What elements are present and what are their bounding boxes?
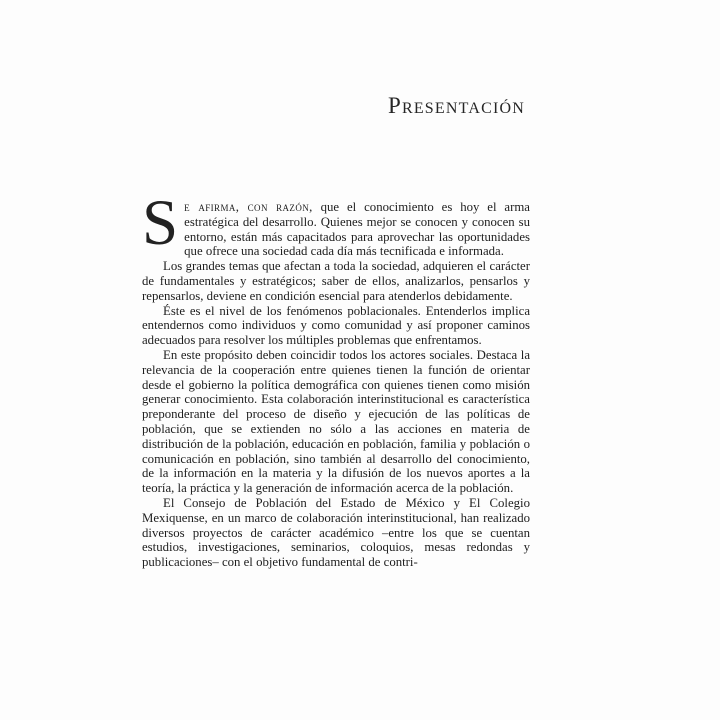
paragraph-3: Éste es el nivel de los fenómenos poblacionales. Entenderlos implica entendernos como individuos y como comunidad y así proponer caminos adecuados para resolver los múltiples problemas que enfrentamos. xyxy=(142,303,530,348)
paragraph-4: En este propósito deben coincidir todos los actores sociales. Destaca la relevancia de la cooperación entre quienes tienen la función de orientar desde el gobierno la política demográfica con quienes tienen como misión generar conocimiento. Esta colaboración interinstitucional es característica preponderante del proceso de diseño y ejecución de las políticas de población, que se extienden no sólo a las acciones en materia de distribución de la población, educación en población, familia y población o comunicación en población, sino también al desarrollo del conocimiento, de la información en la materia y la difusión de los nuevos aportes a la teoría, la práctica y la generación de información acerca de la población. xyxy=(142,347,530,496)
paragraph-5: El Consejo de Población del Estado de México y El Colegio Mexiquense, en un marco de colaboración interinstitucional, han realizado diversos proyectos de carácter académico –entre los que se cuentan estudios, investigaciones, seminarios, coloquios, mesas redondas y publicaciones– con el objetivo fundamental de contri- xyxy=(142,495,530,570)
paragraph-text: que el conocimiento es hoy el arma estratégica del desarrollo. Quienes mejor se conocen y conocen su entorno, están más capacitados para aprovechar las oportunidades que ofrece una sociedad cada día más tecnificada e informada. xyxy=(184,200,530,259)
page-title: Presentación xyxy=(387,93,525,118)
dropcap-letter: S xyxy=(142,187,179,259)
body-text-block xyxy=(142,187,530,570)
paragraph-2: Los grandes temas que afectan a toda la sociedad, adquieren el carácter de fundamentales y estratégicos; saber de ellos, analizarlos, pensarlos y repensarlos, deviene en condición esencial para atenderlos debidamente. xyxy=(142,259,530,303)
paragraph-opening xyxy=(142,187,530,259)
lead-in-smallcaps: e afirma, con razón, xyxy=(184,200,313,214)
